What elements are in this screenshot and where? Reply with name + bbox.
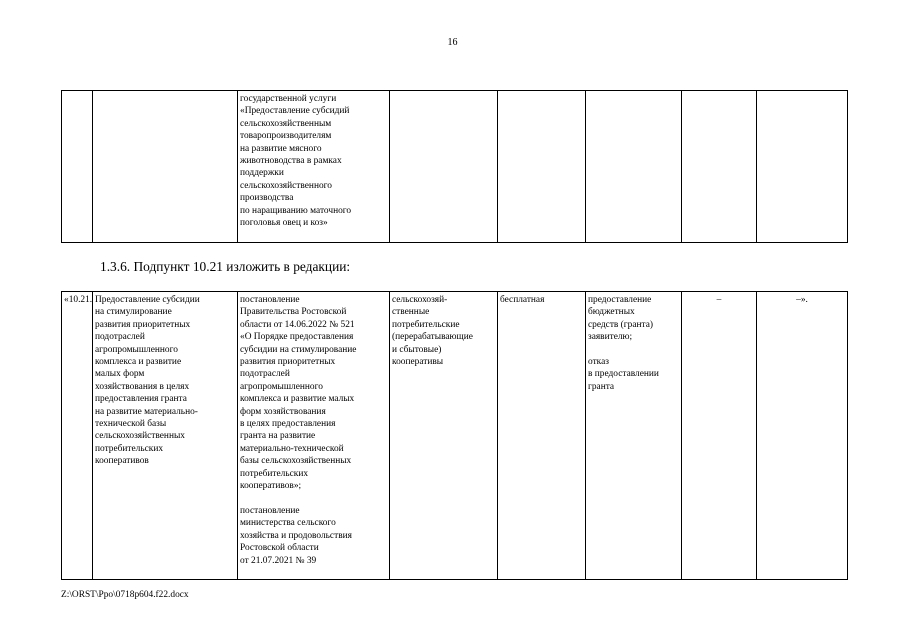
text-line: поддержки	[240, 168, 284, 179]
text-line: производства	[240, 193, 294, 204]
cell-recipients	[390, 292, 498, 580]
text-line: на развитие мясного	[240, 143, 322, 154]
text-line: технической базы	[95, 419, 167, 430]
cell-recipients	[390, 91, 498, 243]
text-line: на развитие материально-	[95, 406, 198, 417]
text-line: и сбытовые)	[392, 344, 442, 355]
text-line: поголовья овец и коз»	[240, 218, 328, 229]
text-line: развития приоритетных	[95, 319, 191, 330]
text-line: сельскохозяйственного	[240, 180, 332, 191]
text-line: ственные	[392, 307, 430, 318]
text-line: кооперативы	[392, 357, 444, 368]
cell-num	[62, 91, 93, 243]
text-line: развития приоритетных	[240, 357, 336, 368]
cell-col7: –	[682, 292, 757, 580]
text-line: подотраслей	[240, 369, 290, 380]
text-line: малых форм	[95, 369, 145, 380]
cell-service	[93, 91, 238, 243]
text-line: министерства сельского	[240, 518, 336, 529]
table-row	[62, 292, 848, 580]
text-line: от 21.07.2021 № 39	[240, 555, 317, 566]
text-line: заявителю;	[588, 332, 633, 343]
cell-col8: –».	[757, 292, 848, 580]
cell-result	[586, 292, 682, 580]
text-line: комплекса и развитие	[95, 357, 182, 368]
text-line: бюджетных	[588, 307, 635, 318]
text-line: хозяйства и продовольствия	[240, 530, 352, 541]
table-amendment	[61, 291, 848, 580]
cell-service	[93, 292, 238, 580]
text-line: средств (гранта)	[588, 319, 654, 330]
cell-col7	[682, 91, 757, 243]
text-line: области от 14.06.2022 № 521	[240, 319, 355, 330]
text-line: форм хозяйствования	[240, 406, 326, 417]
cell-payment: бесплатная	[498, 292, 586, 580]
text-line: «Предоставление субсидий	[240, 106, 350, 117]
text-line: гранта на развитие	[240, 431, 316, 442]
text-line: Правительства Ростовской	[240, 307, 347, 318]
text-line: отказ	[588, 357, 609, 368]
page-number: 16	[447, 37, 458, 48]
text-line: в предоставлении	[588, 369, 659, 380]
text-line: (перерабатывающие	[392, 332, 473, 343]
table-row	[62, 91, 848, 243]
section-heading: 1.3.6. Подпункт 10.21 изложить в редакции:	[100, 259, 351, 274]
text-line: потребительских	[95, 443, 164, 454]
text-line: сельскохозяйственных	[95, 431, 185, 442]
text-line: на стимулирование	[95, 307, 172, 318]
cell-payment	[498, 91, 586, 243]
text-line: постановление	[240, 295, 300, 305]
text-line: по наращиванию маточного	[240, 205, 352, 216]
text-line: постановление	[240, 505, 300, 516]
text-line: предоставления гранта	[95, 394, 187, 405]
table-continuation	[61, 90, 848, 243]
text-line: агропромышленного	[95, 344, 178, 355]
text-line: гранта	[588, 381, 615, 392]
text-line: в целях предоставления	[240, 419, 336, 430]
text-line: Ростовской области	[240, 543, 319, 554]
cell-col8	[757, 91, 848, 243]
cell-result	[586, 91, 682, 243]
text-line: потребительские	[392, 319, 460, 330]
text-line: сельскохозяй-	[392, 295, 448, 305]
text-line: животноводства в рамках	[240, 156, 342, 167]
text-line: хозяйствования в целях	[95, 381, 190, 392]
cell-num: «10.21.	[62, 292, 93, 580]
cell-legal-basis	[238, 292, 390, 580]
text-line: материально-технической	[240, 443, 344, 454]
text-line: предоставление	[588, 295, 652, 305]
text-line: кооперативов	[95, 456, 149, 467]
text-line: сельскохозяйственным	[240, 118, 332, 129]
text-line: агропромышленного	[240, 381, 323, 392]
text-line: комплекса и развитие малых	[240, 394, 355, 405]
text-line: подотраслей	[95, 332, 145, 343]
text-line: субсидии на стимулирование	[240, 344, 357, 355]
text-line: товаропроизводителям	[240, 131, 332, 142]
file-path-footer: Z:\ORST\Ppo\0718p604.f22.docx	[61, 590, 189, 600]
text-line: кооперативов»;	[240, 481, 302, 492]
text-line: Предоставление субсидии	[95, 295, 200, 305]
text-line: «О Порядке предоставления	[240, 332, 354, 343]
text-line: базы сельскохозяйственных	[240, 456, 352, 467]
text-line: государственной услуги	[240, 94, 337, 104]
text-line: потребительских	[240, 468, 309, 479]
cell-legal-basis	[238, 91, 390, 243]
